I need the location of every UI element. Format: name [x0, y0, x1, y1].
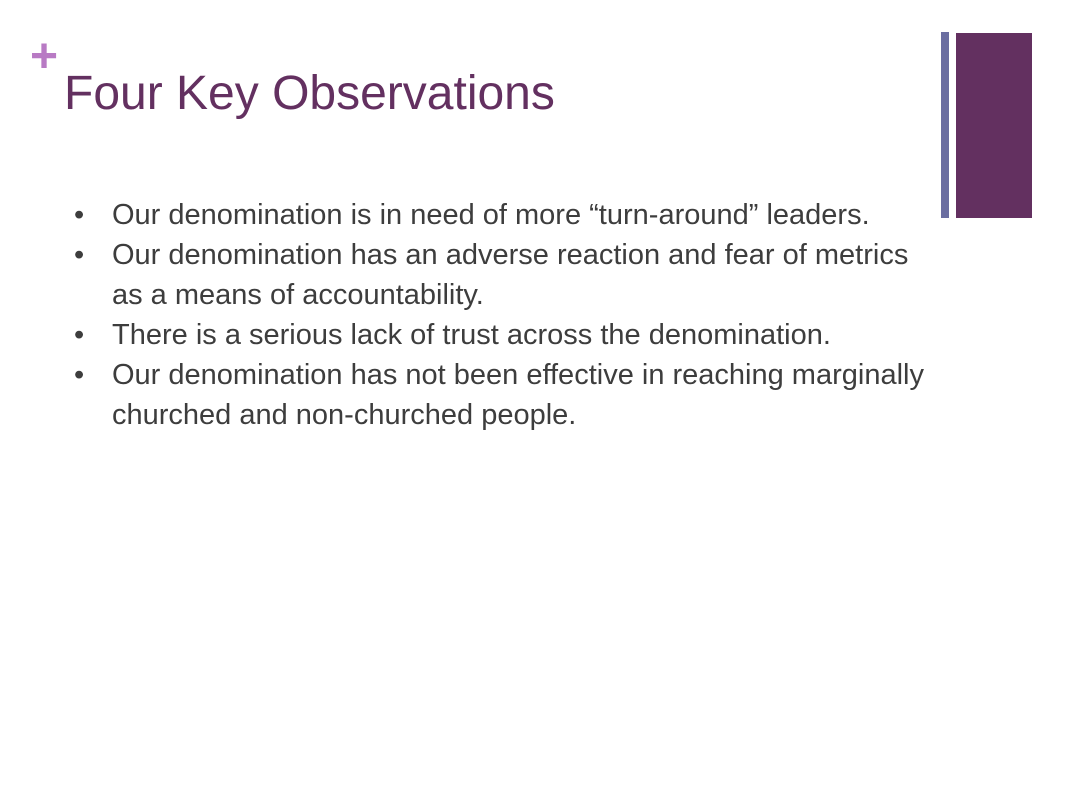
plus-icon: + [30, 30, 59, 83]
bullet-item [74, 195, 944, 235]
bullet-item [74, 315, 944, 355]
bullet-point-icon: • [74, 319, 85, 351]
slide-title: Four Key Observations [64, 67, 555, 120]
bullet-text: Our denomination has an adverse reaction and fear of metrics as a means of accountability. [112, 239, 909, 311]
bullet-point-icon: • [74, 199, 85, 231]
bullet-text: Our denomination has not been effective in reaching marginally churched and non-churched people. [112, 359, 924, 431]
bullet-item [74, 355, 944, 435]
bullet-list [74, 195, 944, 435]
bullet-item [74, 235, 944, 315]
bullet-text: There is a serious lack of trust across the denomination. [112, 319, 831, 351]
accent-bar-thin [941, 32, 949, 218]
bullet-point-icon: • [74, 239, 85, 271]
accent-bar-thick [956, 33, 1032, 218]
bullet-text: Our denomination is in need of more “turn-around” leaders. [112, 199, 870, 231]
bullet-point-icon: • [74, 359, 85, 391]
